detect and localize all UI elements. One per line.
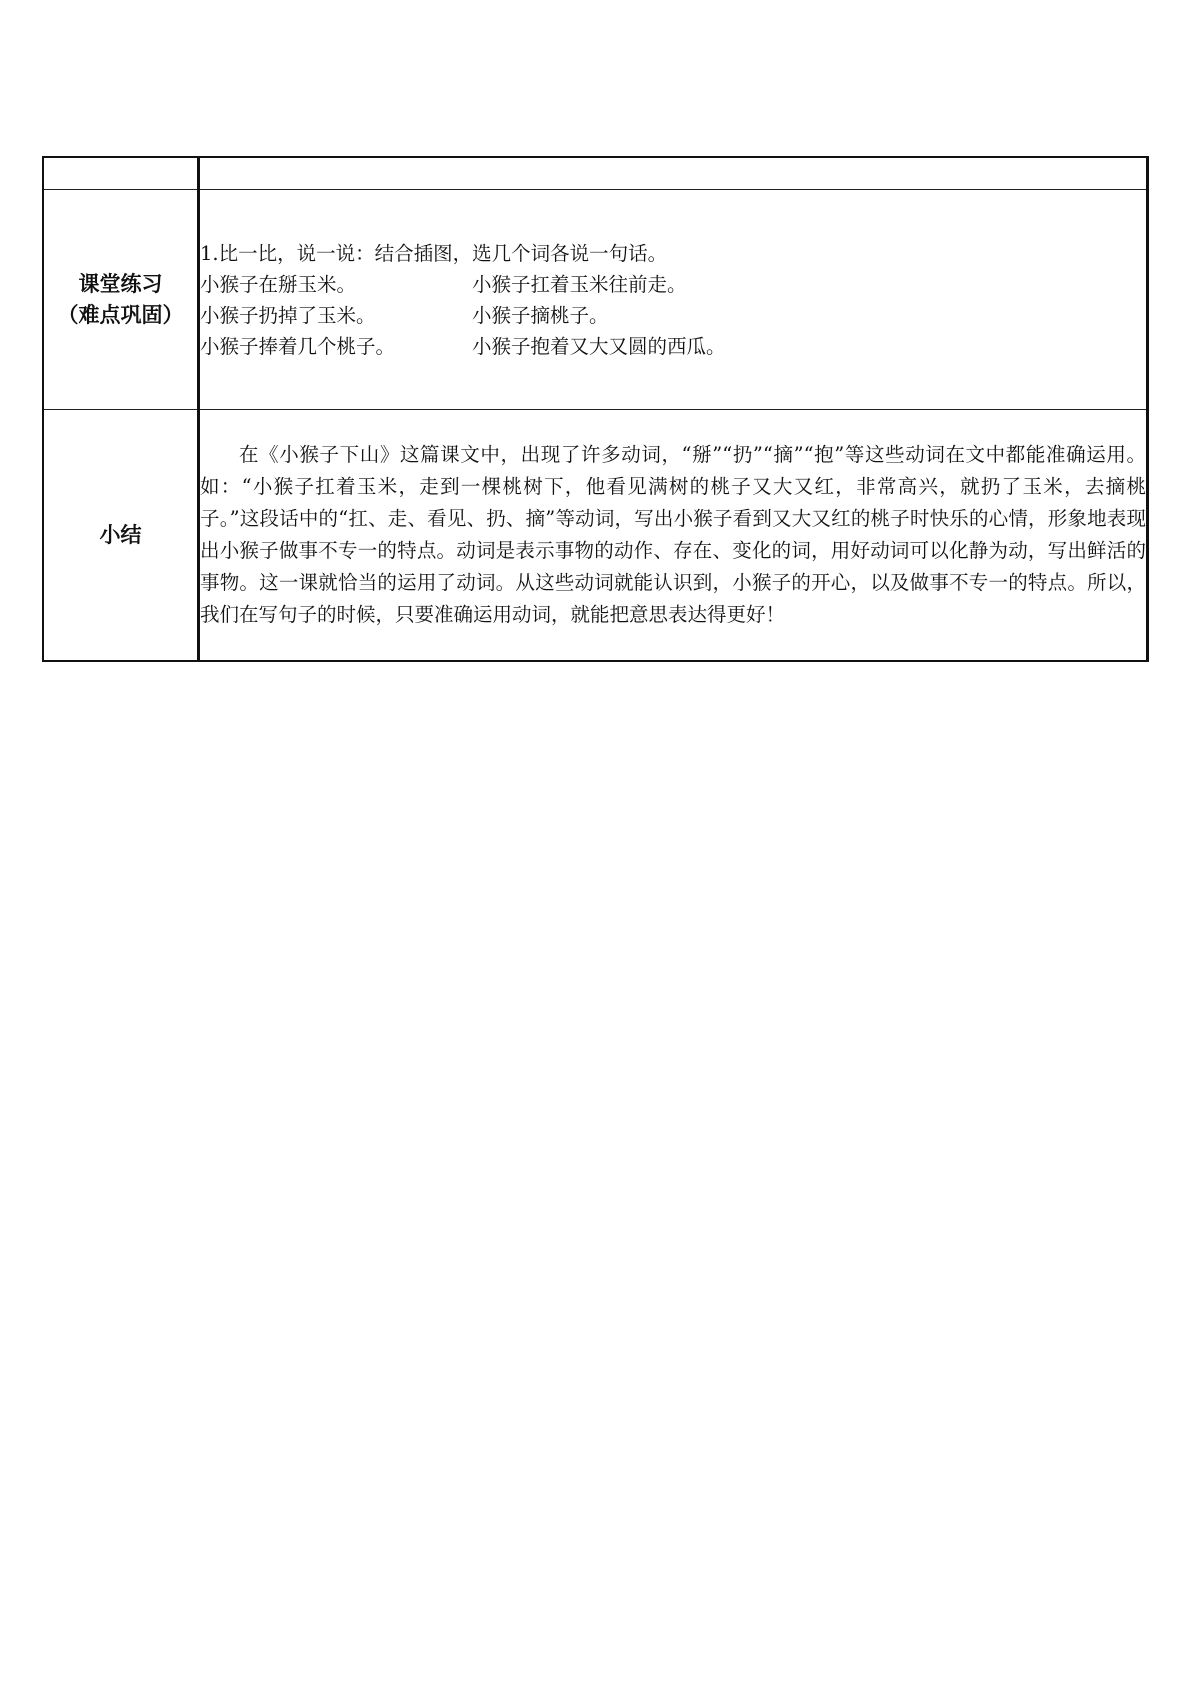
sentence: 小猴子摘桃子。 (472, 303, 609, 327)
practice-label: 课堂练习 (78, 271, 163, 296)
table-row-practice (43, 190, 1148, 410)
empty-content-cell (199, 157, 1148, 190)
sentence: 小猴子抱着又大又圆的西瓜。 (472, 334, 726, 358)
sentence-pair (200, 300, 1146, 331)
practice-question: 1.比一比，说一说：结合插图，选几个词各说一句话。 (200, 241, 668, 265)
summary-paragraph: 在《小猴子下山》这篇课文中，出现了许多动词，“掰”“扔”“摘”“抱”等这些动词在文中都能准确运用。如：“小猴子扛着玉米，走到一棵桃树下，他看见满树的桃子又大又红，非常高兴，就扔了玉米，去摘桃子。”这段话中的“扛、走、看见、扔、摘”等动词，写出小猴子看到又大又红的桃子时快乐的心情，形象地表现出小猴子做事不专一的特点。动词是表示事物的动作、存在、变化的词，用好动词可以化静为动，写出鲜活的事物。这一课就恰当的运用了动词。从这些动词就能认识到，小猴子的开心，以及做事不专一的特点。所以，我们在写句子的时候，只要准确运用动词，就能把意思表达得更好！ (200, 443, 1146, 626)
practice-label-cell (43, 190, 199, 410)
table-row-summary (43, 410, 1148, 662)
practice-content-cell (199, 190, 1148, 410)
summary-content-cell (199, 410, 1148, 662)
lesson-table (42, 156, 1149, 662)
sentence-pair (200, 269, 1146, 300)
empty-label-cell (43, 157, 199, 190)
sentence: 小猴子捧着几个桃子。 (200, 334, 396, 358)
practice-sublabel: （难点巩固） (57, 302, 184, 327)
table-row-empty (43, 157, 1148, 190)
sentence-pair (200, 331, 1146, 362)
sentence: 小猴子在掰玉米。 (200, 272, 357, 296)
sentence: 小猴子扔掉了玉米。 (200, 303, 376, 327)
summary-label-cell (43, 410, 199, 662)
sentence: 小猴子扛着玉米往前走。 (472, 272, 687, 296)
summary-label: 小结 (99, 522, 142, 547)
